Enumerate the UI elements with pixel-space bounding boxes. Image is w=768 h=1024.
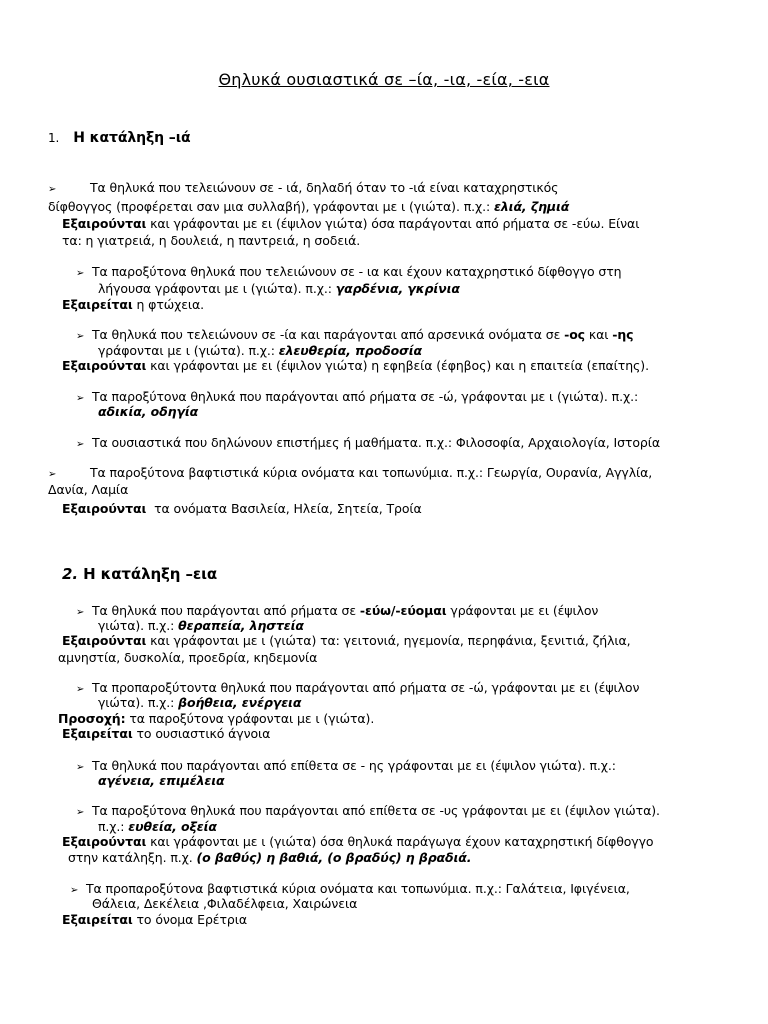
- section-title: Η κατάληξη –ιά: [73, 130, 191, 146]
- arrow-bullet-icon: ➢: [76, 393, 85, 404]
- list-item: ➢ Τα θηλυκά που παράγονται από επίθετα σε - ης γράφονται με ει (έψιλον γιώτα). π.χ.:: [76, 758, 616, 776]
- arrow-bullet-icon: ➢: [48, 184, 57, 195]
- example-words: βοήθεια, ενέργεια: [178, 695, 302, 710]
- text-line: π.χ.: ευθεία, οξεία: [98, 819, 217, 834]
- list-item: ➢ Τα παροξύτονα θηλυκά που τελειώνουν σε - ια και έχουν καταχρηστικό δίφθογγο στη: [76, 264, 622, 282]
- arrow-bullet-icon: ➢: [76, 607, 85, 618]
- exception-line: Εξαιρείται το όνομα Ερέτρια: [62, 912, 247, 927]
- section-number: 1.: [48, 131, 60, 145]
- text-line: τα: η γιατρειά, η δουλειά, η παντρειά, η σοδειά.: [62, 233, 361, 248]
- example-words: γαρδένια, γκρίνια: [335, 281, 460, 296]
- exception-label: Εξαιρείται: [62, 297, 133, 312]
- list-item: ➢ Τα θηλυκά που τελειώνουν σε - ιά, δηλαδή όταν το -ιά είναι καταχρηστικός: [48, 180, 558, 198]
- page-title: Θηλυκά ουσιαστικά σε –ία, -ια, -εία, -εια: [218, 70, 550, 89]
- example-words: ελιά, ζημιά: [494, 199, 570, 214]
- text-line: γιώτα). π.χ.: βοήθεια, ενέργεια: [98, 695, 302, 710]
- list-item: ➢ Τα προπαροξύτοντα θηλυκά που παράγονται από ρήματα σε -ώ, γράφονται με ει (έψιλον: [76, 680, 639, 698]
- caution-label: Προσοχή:: [58, 711, 126, 726]
- section-1-heading: [48, 130, 191, 146]
- text-line: δίφθογγος (προφέρεται σαν μια συλλαβή), γράφονται με ι (γιώτα). π.χ.: ελιά, ζημιά: [48, 199, 570, 214]
- list-item: ➢ Τα παροξύτονα θηλυκά που παράγονται από επίθετα σε -υς γράφονται με ει (έψιλον γιώτα).: [76, 803, 660, 821]
- list-item: ➢ Τα θηλυκά που παράγονται από ρήματα σε -εύω/-εύομαι γράφονται με ει (έψιλον: [76, 603, 598, 621]
- exception-label: Εξαιρείται: [62, 726, 133, 741]
- text-line: [98, 773, 225, 789]
- text-line: γράφονται με ι (γιώτα). π.χ.: ελευθερία, προδοσία: [98, 343, 422, 358]
- arrow-bullet-icon: ➢: [76, 807, 85, 818]
- arrow-bullet-icon: ➢: [70, 885, 79, 896]
- text-line: [98, 404, 198, 420]
- exception-label: Εξαιρούνται: [62, 633, 147, 648]
- exception-label: Εξαιρούνται: [62, 216, 147, 231]
- example-words: ευθεία, οξεία: [128, 819, 217, 834]
- exception-label: Εξαιρείται: [62, 912, 133, 927]
- exception-line: Εξαιρείται η φτώχεια.: [62, 297, 205, 312]
- arrow-bullet-icon: ➢: [48, 469, 57, 480]
- text-line: Δανία, Λαμία: [48, 482, 129, 497]
- example-words: ελευθερία, προδοσία: [278, 343, 422, 358]
- example-words: (ο βαθύς) η βαθιά, (ο βραδύς) η βραδιά.: [196, 850, 472, 865]
- arrow-bullet-icon: ➢: [76, 268, 85, 279]
- example-words: αδικία, οδηγία: [98, 404, 199, 419]
- arrow-bullet-icon: ➢: [76, 684, 85, 695]
- text-line: αμνηστία, δυσκολία, προεδρία, κηδεμονία: [58, 650, 318, 665]
- exception-label: Εξαιρούνται: [62, 501, 147, 516]
- example-words: αγένεια, επιμέλεια: [98, 773, 225, 788]
- exception-line: Εξαιρούνται και γράφονται με ει (έψιλον γιώτα) η εφηβεία (έφηβος) και η επαιτεία (επαίτης).: [62, 358, 649, 373]
- exception-line: Εξαιρούνται και γράφονται με ι (γιώτα) όσα θηλυκά παράγωγα έχουν καταχρηστική δίφθογγο: [62, 834, 654, 849]
- exception-label: Εξαιρούνται: [62, 834, 147, 849]
- text-line: λήγουσα γράφονται με ι (γιώτα). π.χ.: γαρδένια, γκρίνια: [98, 281, 460, 296]
- note-line: Προσοχή: τα παροξύτονα γράφονται με ι (γιώτα).: [58, 711, 375, 726]
- arrow-bullet-icon: ➢: [76, 331, 85, 342]
- text-line: Θάλεια, Δεκέλεια ,Φιλαδέλφεια, Χαιρώνεια: [92, 896, 358, 911]
- list-item: ➢ Τα προπαροξύτονα βαφτιστικά κύρια ονόματα και τοπωνύμια. π.χ.: Γαλάτεια, Ιφιγένεια,: [70, 881, 630, 899]
- arrow-bullet-icon: ➢: [76, 439, 85, 450]
- section-2-heading: [62, 566, 217, 582]
- list-item: ➢ Τα παροξύτονα θηλυκά που παράγονται από ρήματα σε -ώ, γράφονται με ι (γιώτα). π.χ.:: [76, 389, 638, 407]
- example-words: θεραπεία, ληστεία: [178, 618, 304, 633]
- section-number: 2.: [62, 565, 78, 583]
- exception-line: Εξαιρούνται και γράφονται με ι (γιώτα) τα: γειτονιά, ηγεμονία, περηφάνια, ξενιτιά, ζήλια,: [62, 633, 631, 648]
- list-item: ➢ Τα ουσιαστικά που δηλώνουν επιστήμες ή μαθήματα. π.χ.: Φιλοσοφία, Αρχαιολογία, Ιστορία: [76, 435, 660, 453]
- exception-line: Εξαιρούνται τα ονόματα Βασιλεία, Ηλεία, Σητεία, Τροία: [62, 501, 422, 516]
- list-item: ➢ Τα θηλυκά που τελειώνουν σε -ία και παράγονται από αρσενικά ονόματα σε -ος και -ης: [76, 327, 634, 345]
- text-line: στην κατάληξη. π.χ. (ο βαθύς) η βαθιά, (ο βραδύς) η βραδιά.: [68, 850, 472, 865]
- section-title: Η κατάληξη –εια: [83, 565, 218, 583]
- list-item: ➢ Τα παροξύτονα βαφτιστικά κύρια ονόματα και τοπωνύμια. π.χ.: Γεωργία, Ουρανία, Αγγλία,: [48, 465, 652, 483]
- text-line: γιώτα). π.χ.: θεραπεία, ληστεία: [98, 618, 304, 633]
- exception-line: Εξαιρείται το ουσιαστικό άγνοια: [62, 726, 271, 741]
- exception-label: Εξαιρούνται: [62, 358, 147, 373]
- exception-line: Εξαιρούνται και γράφονται με ει (έψιλον γιώτα) όσα παράγονται από ρήματα σε -εύω. Είναι: [62, 216, 640, 231]
- arrow-bullet-icon: ➢: [76, 762, 85, 773]
